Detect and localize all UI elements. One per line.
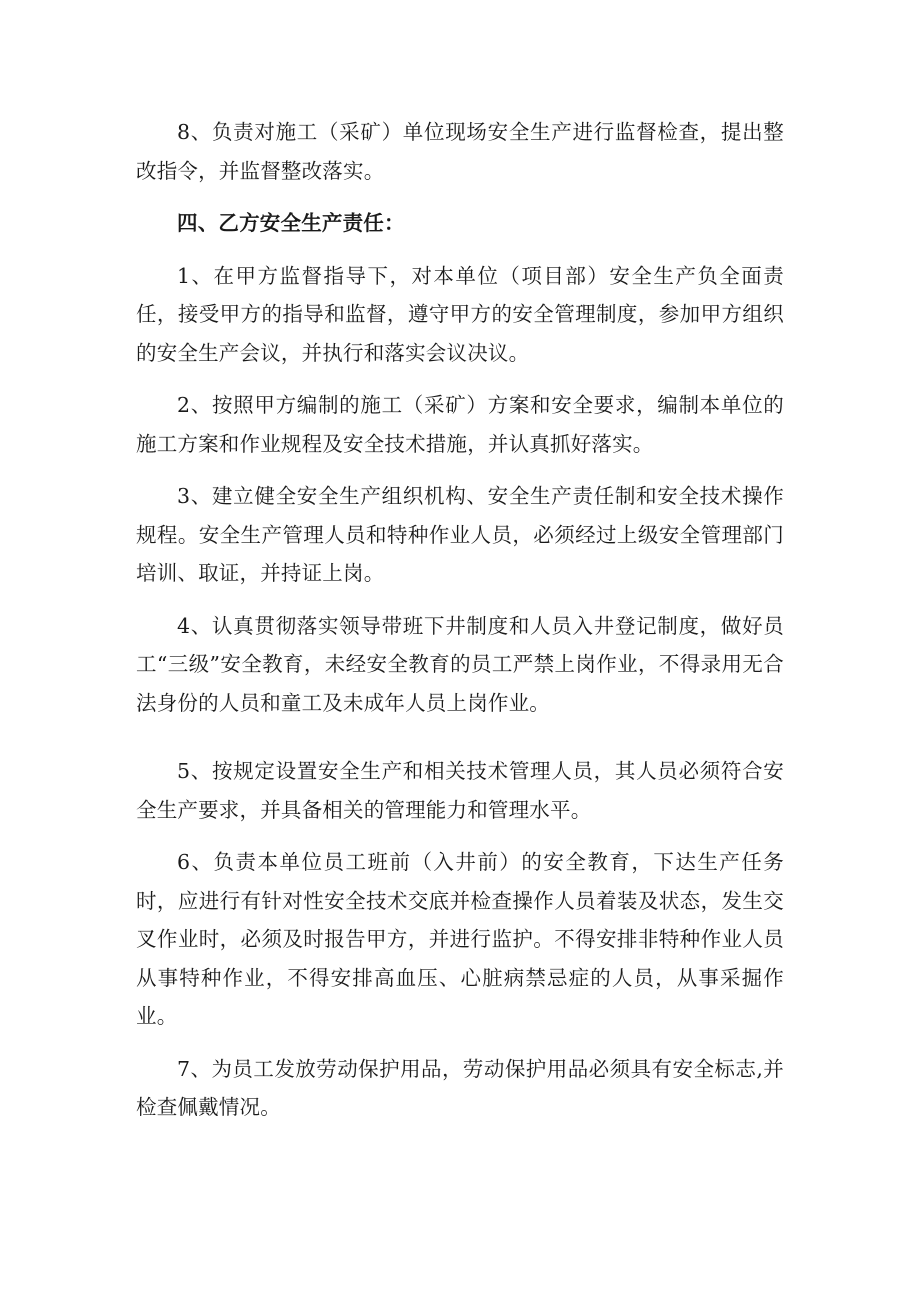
paragraph-item-7-protective-equipment: 7、为员工发放劳动保护用品，劳动保护用品必须具有安全标志,并检查佩戴情况。 xyxy=(136,1056,784,1119)
document-body xyxy=(136,113,784,1141)
paragraph-item-4-safety-education: 4、认真贯彻落实领导带班下井制度和人员入井登记制度，做好员工“三级”安全教育，未经安全教育的员工严禁上岗作业，不得录用无合法身份的人员和童工及未成年人员上岗作业。 xyxy=(136,613,784,715)
paragraph-item-8-supervision: 8、负责对施工（采矿）单位现场安全生产进行监督检查，提出整改指令，并监督整改落实。 xyxy=(136,120,784,183)
paragraph-item-1-overall-responsibility: 1、在甲方监督指导下，对本单位（项目部）安全生产负全面责任，接受甲方的指导和监督，遵守甲方的安全管理制度，参加甲方组织的安全生产会议，并执行和落实会议决议。 xyxy=(136,263,784,365)
paragraph-item-6-shift-education: 6、负责本单位员工班前（入井前）的安全教育，下达生产任务时，应进行有针对性安全技术交底并检查操作人员着装及状态，发生交叉作业时，必须及时报告甲方，并进行监护。不得安排非特种作业人员从事特种作业，不得安排高血压、心脏病禁忌症的人员，从事采掘作业。 xyxy=(136,850,784,1028)
paragraph-item-5-management-staff: 5、按规定设置安全生产和相关技术管理人员，其人员必须符合安全生产要求，并具备相关的管理能力和管理水平。 xyxy=(136,759,784,822)
section-heading-party-b-responsibilities: 四、乙方安全生产责任： xyxy=(177,211,405,235)
paragraph-item-3-organization: 3、建立健全安全生产组织机构、安全生产责任制和安全技术操作规程。安全生产管理人员和特种作业人员，必须经过上级安全管理部门培训、取证，并持证上岗。 xyxy=(136,484,784,585)
paragraph-item-2-construction-plan: 2、按照甲方编制的施工（采矿）方案和安全要求，编制本单位的施工方案和作业规程及安全技术措施，并认真抓好落实。 xyxy=(136,393,784,456)
